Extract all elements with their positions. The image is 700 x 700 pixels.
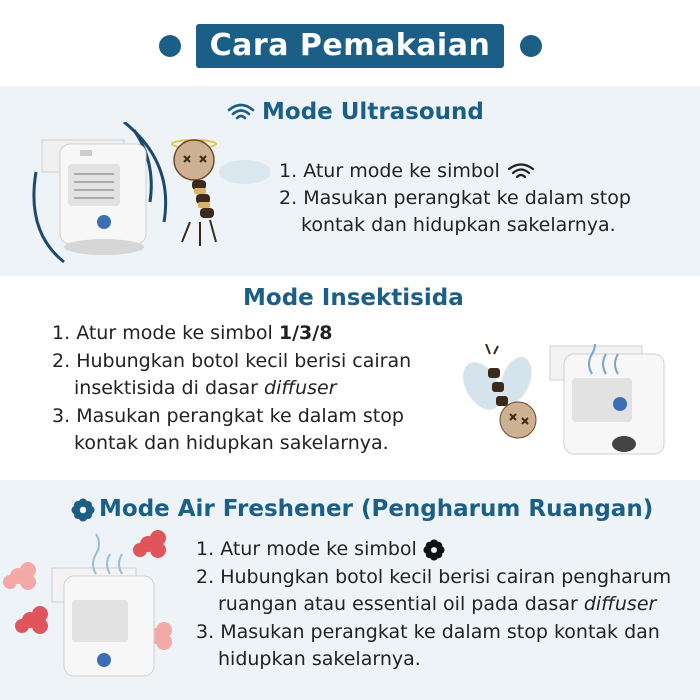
step-item: 1. Atur mode ke simbol [279, 158, 536, 185]
section-heading [71, 496, 653, 522]
flower-icon [71, 498, 95, 522]
diffuser-device-illustration [548, 344, 670, 459]
step-item: 1. Atur mode ke simbol 1/3/8 [52, 322, 333, 344]
step-item: 3. Masukan perangkat ke dalam stop kontak dan hidupkan sakelarnya. [196, 621, 660, 670]
section-air-freshener [0, 480, 700, 700]
air-freshener-illustration [0, 530, 180, 695]
decorative-dot-right [520, 35, 542, 57]
section-title: Mode Insektisida [243, 285, 464, 311]
step-item: 2. Hubungkan botol kecil berisi cairan pengharum ruangan atau essential oil pada dasar diffuser [196, 566, 672, 615]
section-title: Mode Air Freshener (Pengharum Ruangan) [99, 496, 654, 522]
flower-icon [423, 539, 445, 561]
section-ultrasound [0, 86, 700, 276]
step-item: 2. Masukan perangkat ke dalam stop kontak dan hidupkan sakelarnya. [279, 187, 631, 236]
section-insektisida [0, 276, 700, 480]
section-title: Mode Ultrasound [262, 99, 484, 125]
step-item: 3. Masukan perangkat ke dalam stop kontak dan hidupkan sakelarnya. [52, 405, 404, 454]
wifi-waves-icon [506, 162, 536, 182]
step-item: 2. Hubungkan botol kecil berisi cairan insektisida di dasar diffuser [52, 350, 412, 399]
dead-mosquito-illustration [460, 344, 550, 444]
wifi-waves-icon [226, 102, 256, 124]
page-title: Cara Pemakaian [196, 24, 504, 68]
header [0, 0, 700, 86]
step-item: 1. Atur mode ke simbol [196, 536, 445, 563]
decorative-dot-left [159, 35, 181, 57]
dizzy-mosquito-illustration [160, 122, 270, 252]
